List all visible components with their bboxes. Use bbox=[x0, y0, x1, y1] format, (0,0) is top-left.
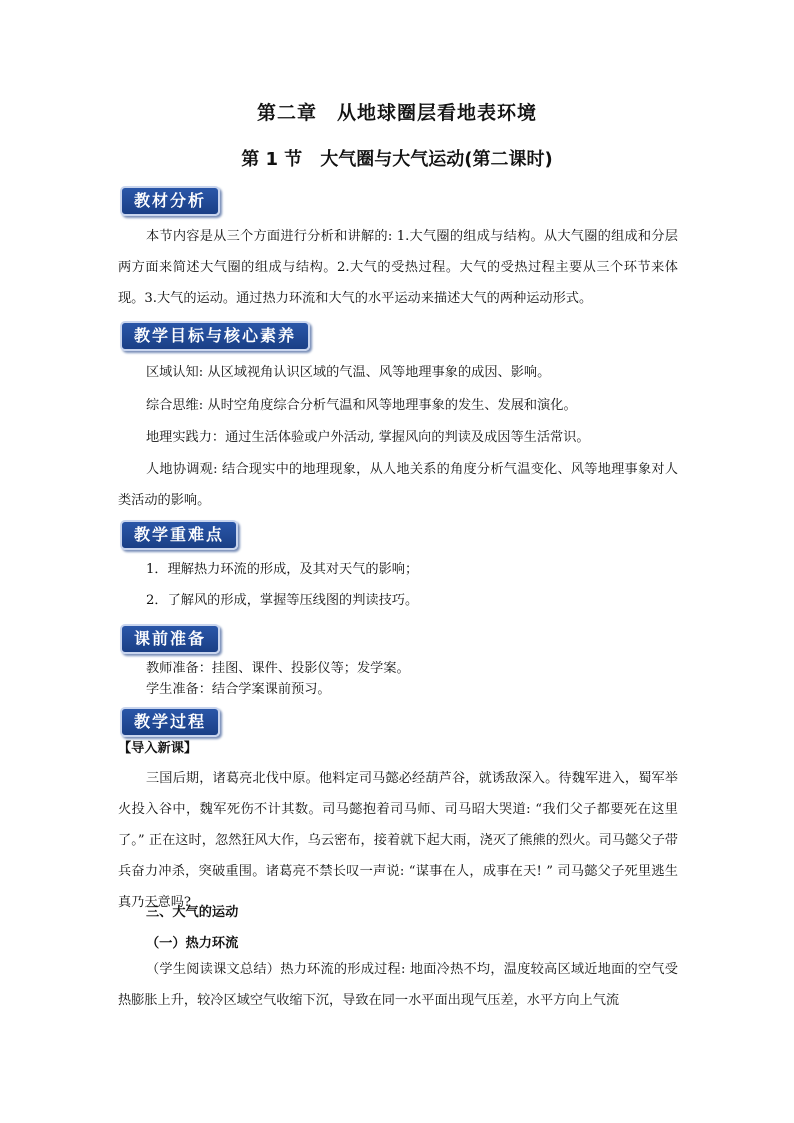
process-badge: 教学过程 bbox=[120, 707, 220, 737]
textbook-analysis-paragraph: 本节内容是从三个方面进行分析和讲解的: 1.大气圈的组成与结构。从大气圈的组成和分层两方面来简述大气圈的组成与结构。2.大气的受热过程。大气的受热过程主要从三个环节来体现。3.大气的运动。通过热力环流和大气的水平运动来描述大气的两种运动形式。 bbox=[118, 229, 678, 306]
objective-regional-cognition: 区域认知: 从区域视角认识区域的气温、风等地理事象的成因、影响。 bbox=[146, 365, 551, 380]
student-preparation: 学生准备：结合学案课前预习。 bbox=[146, 682, 331, 697]
intro-paragraph: 三国后期，诸葛亮北伐中原。他料定司马懿必经葫芦谷，就诱敌深入。待魏军进入，蜀军举火投入谷中，魏军死伤不计其数。司马懿抱着司马师、司马昭大哭道: “我们父子都要死在这里了。” 正在这时，忽然狂风大作，乌云密布，接着就下起大雨，浇灭了熊熊的烈火。司马懿父子带兵奋力冲杀，突破重围。诸葛亮不禁长叹一声说: “谋事在人，成事在天! ” 司马懿父子死里逃生真乃天意吗? bbox=[118, 771, 678, 910]
objective-human-land: 人地协调观: 结合现实中的地理现象，从人地关系的角度分析气温变化、风等地理事象对人类活动的影响。 bbox=[118, 462, 678, 508]
objective-practice: 地理实践力：通过生活体验或户外活动, 掌握风向的判读及成因等生活常识。 bbox=[146, 430, 590, 445]
objectives-badge: 教学目标与核心素养 bbox=[120, 321, 310, 351]
preparation-badge: 课前准备 bbox=[120, 624, 220, 654]
textbook-analysis-badge: 教材分析 bbox=[120, 186, 220, 216]
section-title: 第 1 节 大气圈与大气运动(第二课时) bbox=[241, 149, 553, 170]
thermal-circulation-paragraph: （学生阅读课文总结）热力环流的形成过程: 地面冷热不均，温度较高区域近地面的空气受热膨胀上升，较冷区域空气收缩下沉，导致在同一水平面出现气压差，水平方向上气流 bbox=[118, 962, 678, 1008]
subheading-atmospheric-motion: 三、大气的运动 bbox=[146, 905, 239, 920]
key-point-1: 1．理解热力环流的形成，及其对天气的影响； bbox=[146, 562, 419, 577]
subheading-thermal-circulation: （一）热力环流 bbox=[146, 936, 239, 951]
key-points-badge: 教学重难点 bbox=[120, 520, 238, 550]
chapter-title: 第二章 从地球圈层看地表环境 bbox=[256, 102, 537, 124]
teacher-preparation: 教师准备：挂图、课件、投影仪等；发学案。 bbox=[146, 661, 410, 676]
objective-integrated-thinking: 综合思维: 从时空角度综合分析气温和风等地理事象的发生、发展和演化。 bbox=[146, 398, 577, 413]
intro-heading: 【导入新课】 bbox=[118, 741, 198, 756]
key-point-2: 2．了解风的形成，掌握等压线图的判读技巧。 bbox=[146, 593, 419, 608]
